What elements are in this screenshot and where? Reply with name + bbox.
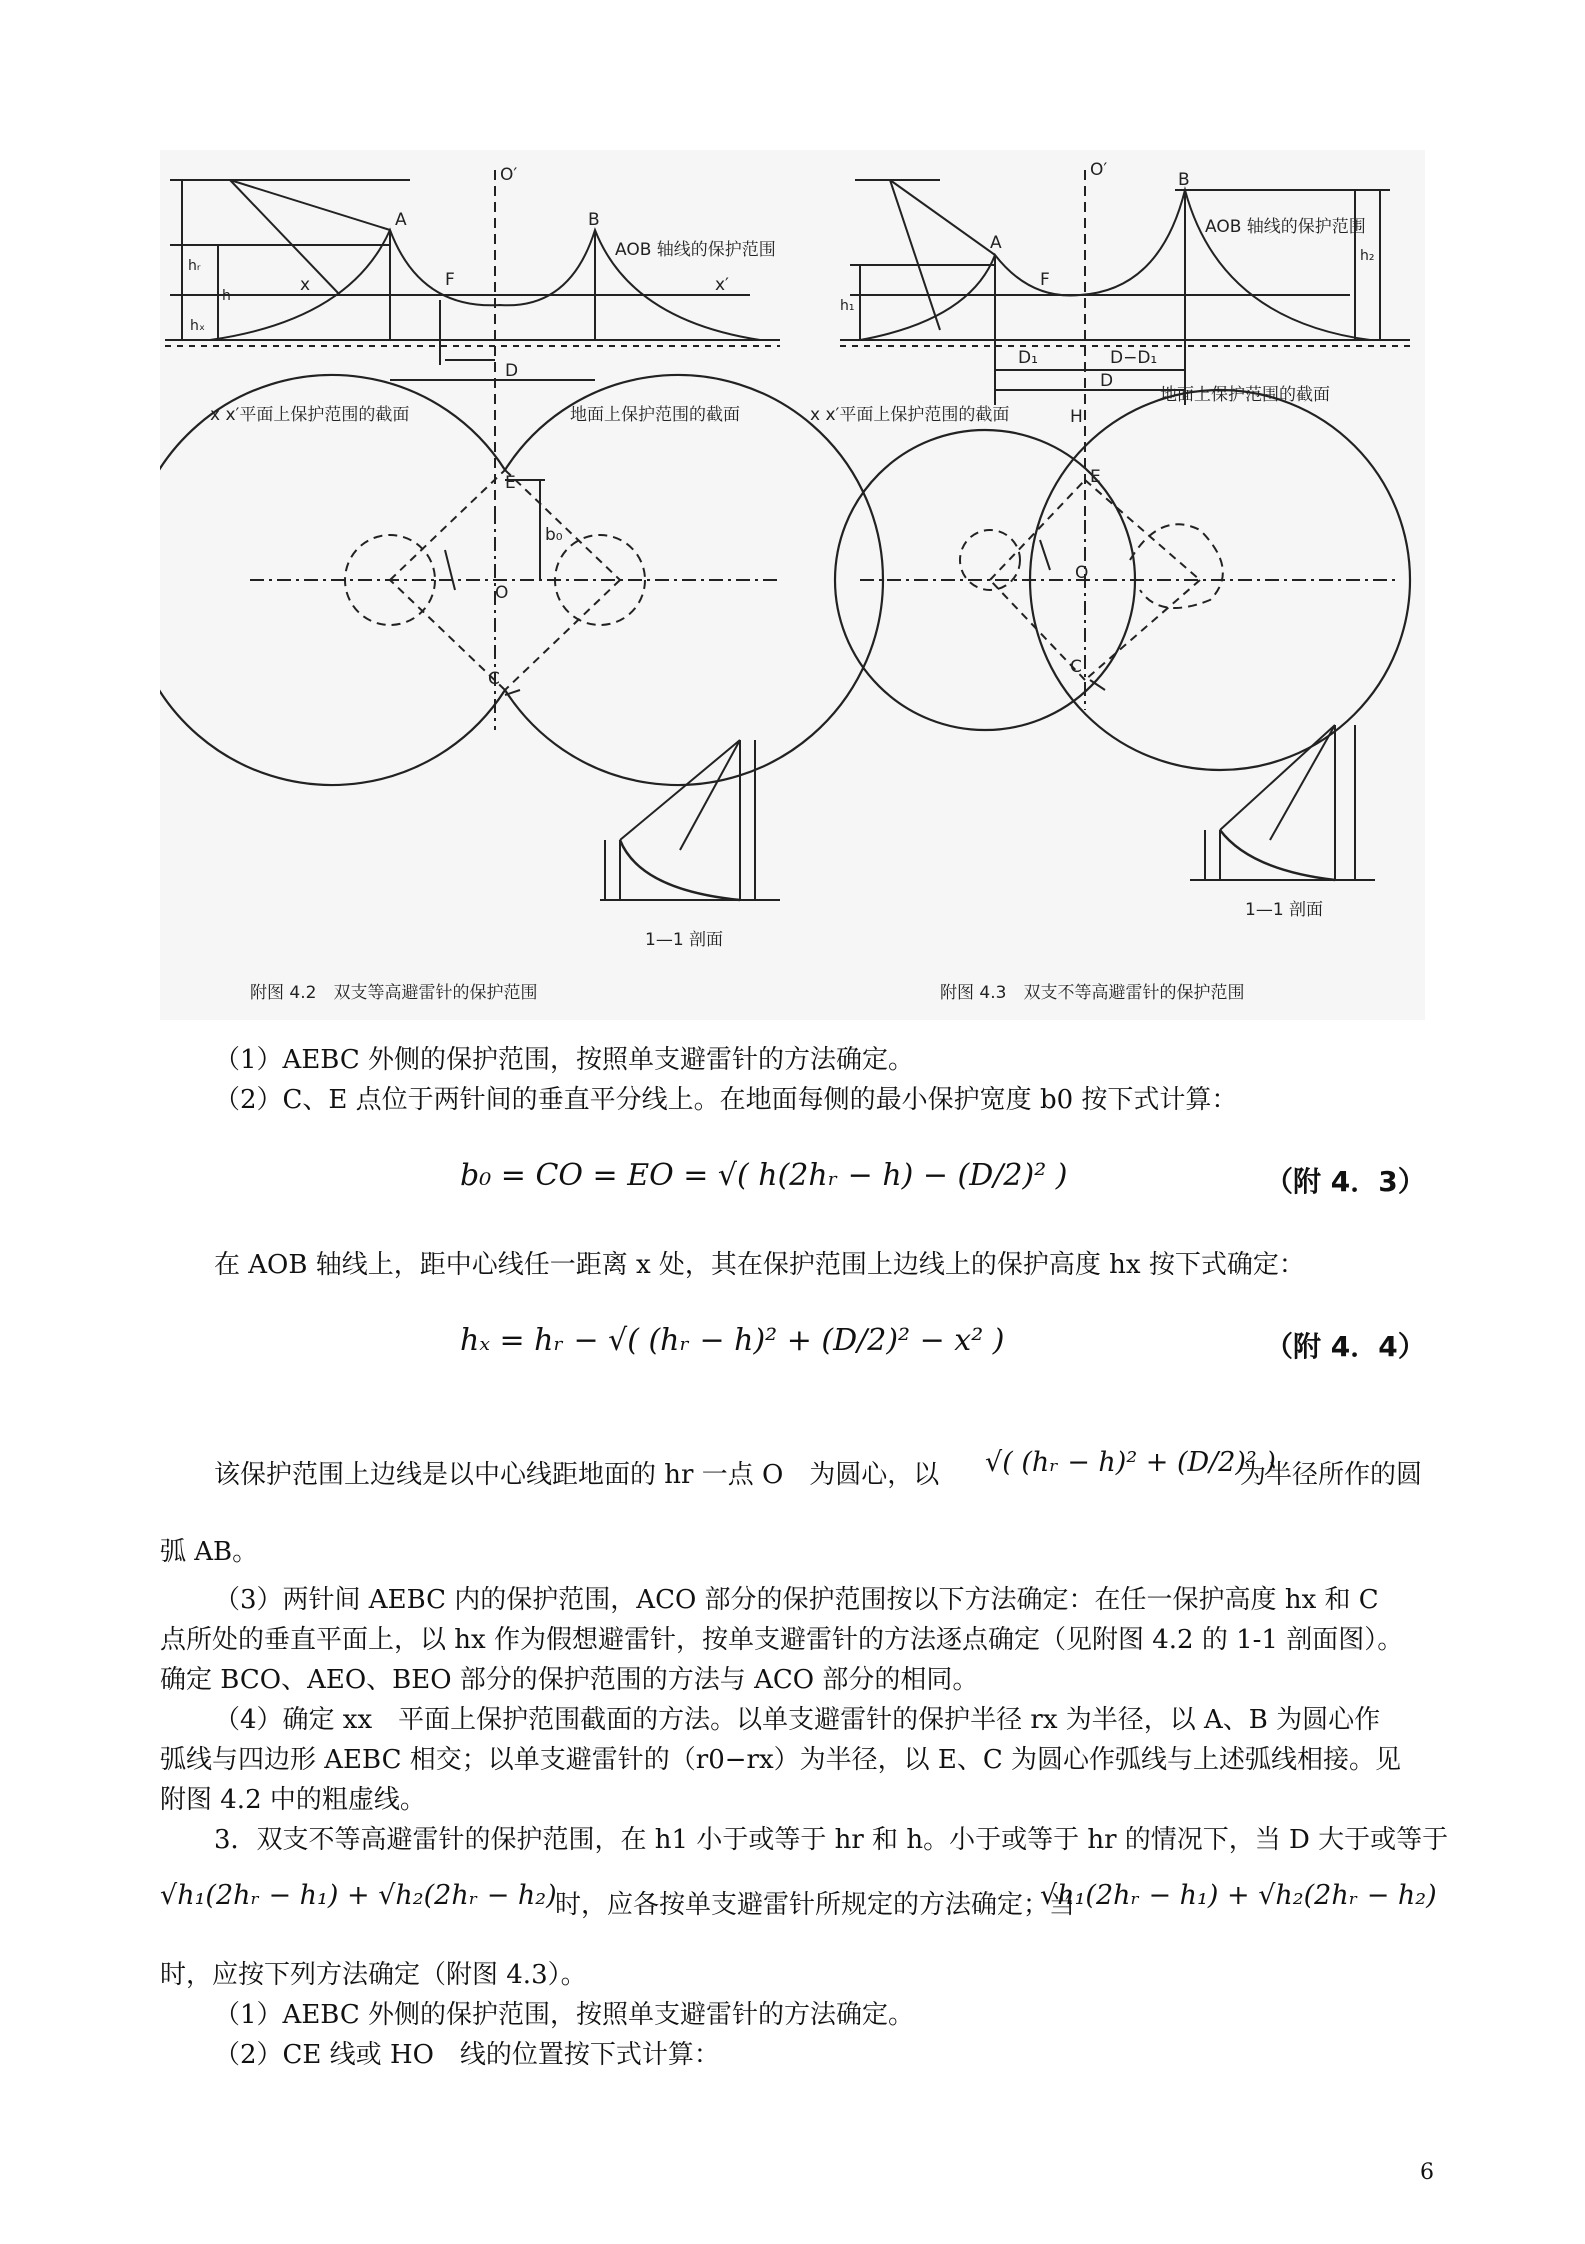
left-label-e: E	[505, 473, 516, 493]
left-label-h: h	[222, 288, 231, 304]
page-number: 6	[1420, 2160, 1434, 2185]
left-label-o-prime: O′	[500, 165, 518, 185]
left-label-b0: b₀	[545, 525, 563, 545]
formula-4-4: hₓ = hᵣ − √( (hᵣ − h)² + (D/2)² − x² )	[460, 1323, 1005, 1358]
paragraph-p10: 弧线与四边形 AEBC 相交；以单支避雷针的（r0−rx）为半径，以 E、C 为圆心作弧线与上述弧线相接。见	[160, 1745, 1402, 1775]
paragraph-p11: 附图 4.2 中的粗虚线。	[160, 1785, 426, 1815]
formula-4-3: b₀ = CO = EO = √( h(2hᵣ − h) − (D/2)² )	[460, 1158, 1068, 1193]
right-label-c: C	[1070, 657, 1082, 677]
left-section-label: 1—1 剖面	[645, 930, 724, 950]
formula-sum-left: √h₁(2hᵣ − h₁) + √h₂(2hᵣ − h₂)	[160, 1880, 557, 1911]
formula-sum-right: √h₁(2hᵣ − h₁) + √h₂(2hᵣ − h₂)	[1040, 1880, 1437, 1911]
paragraph-p14: 时，应按下列方法确定（附图 4.3）。	[160, 1960, 587, 1990]
right-caption: 附图 4.3 双支不等高避雷针的保护范围	[940, 983, 1245, 1003]
left-xx-label: x x′平面上保护范围的截面	[210, 405, 410, 425]
right-label-d: D	[1100, 371, 1114, 391]
paragraph-p4a: 该保护范围上边线是以中心线距地面的 hr 一点 O 为圆心，以	[214, 1460, 940, 1490]
left-label-hx: hₓ	[190, 318, 206, 334]
left-label-f: F	[445, 270, 455, 290]
left-caption: 附图 4.2 双支等高避雷针的保护范围	[250, 983, 538, 1003]
lightning-rod-diagram	[160, 150, 1425, 1020]
right-label-h2: h₂	[1360, 248, 1375, 264]
paragraph-p12: 3．双支不等高避雷针的保护范围，在 h1 小于或等于 hr 和 h。小于或等于 hr 的情况下，当 D 大于或等于	[214, 1825, 1449, 1855]
paragraph-p5: 弧 AB。	[160, 1537, 259, 1567]
left-label-hr: hᵣ	[188, 258, 201, 274]
right-label-o-prime: O′	[1090, 160, 1108, 180]
left-label-x: x	[300, 275, 311, 295]
paragraph-p9: （4）确定 xx 平面上保护范围截面的方法。以单支避雷针的保护半径 rx 为半径，以 A、B 为圆心作	[214, 1705, 1381, 1735]
left-label-o: O	[495, 583, 509, 603]
equation-number-4-4: （附 4．4）	[1265, 1330, 1426, 1363]
right-section-label: 1—1 剖面	[1245, 900, 1324, 920]
right-aob-label: AOB 轴线的保护范围	[1205, 217, 1366, 237]
paragraph-p6: （3）两针间 AEBC 内的保护范围，ACO 部分的保护范围按以下方法确定：在任一保护高度 hx 和 C	[214, 1585, 1379, 1615]
right-ground-label: 地面上保护范围的截面	[1160, 385, 1330, 405]
left-label-b: B	[588, 210, 600, 230]
right-label-a: A	[990, 233, 1002, 253]
right-label-d1: D₁	[1018, 348, 1038, 368]
right-label-d-minus-d1: D−D₁	[1110, 348, 1158, 368]
figure-panel	[160, 150, 1425, 1020]
paragraph-p15: （1）AEBC 外侧的保护范围，按照单支避雷针的方法确定。	[214, 2000, 915, 2030]
right-label-e: E	[1090, 467, 1101, 487]
formula-radius: √( (hᵣ − h)² + (D/2)² )	[985, 1447, 1276, 1478]
paragraph-p1: （1）AEBC 外侧的保护范围，按照单支避雷针的方法确定。	[214, 1045, 915, 1075]
paragraph-p4b: 为半径所作的圆	[1240, 1460, 1423, 1490]
left-label-x-prime: x′	[715, 275, 729, 295]
right-label-f: F	[1040, 270, 1050, 290]
paragraph-p2: （2）C、E 点位于两针间的垂直平分线上。在地面每侧的最小保护宽度 b0 按下式计算：	[214, 1085, 1238, 1115]
right-label-h: H	[1070, 407, 1083, 427]
left-label-d: D	[505, 361, 519, 381]
left-ground-label: 地面上保护范围的截面	[570, 405, 740, 425]
paragraph-p3: 在 AOB 轴线上，距中心线任一距离 x 处，其在保护范围上边线上的保护高度 hx 按下式确定：	[214, 1250, 1305, 1280]
left-label-a: A	[395, 210, 407, 230]
right-xx-label: x x′平面上保护范围的截面	[810, 405, 1010, 425]
left-label-c: C	[488, 669, 500, 689]
right-label-b: B	[1178, 170, 1190, 190]
paragraph-p13b: 时，应各按单支避雷针所规定的方法确定；当	[555, 1890, 1076, 1920]
paragraph-p7: 点所处的垂直平面上，以 hx 作为假想避雷针，按单支避雷针的方法逐点确定（见附图 4.2 的 1-1 剖面图）。	[160, 1625, 1404, 1655]
paragraph-p8: 确定 BCO、AEO、BEO 部分的保护范围的方法与 ACO 部分的相同。	[160, 1665, 979, 1695]
left-aob-label: AOB 轴线的保护范围	[615, 240, 776, 260]
equation-number-4-3: （附 4．3）	[1265, 1165, 1426, 1198]
right-label-o: O	[1075, 563, 1089, 583]
right-label-h1: h₁	[840, 298, 855, 314]
paragraph-p16: （2）CE 线或 HO 线的位置按下式计算：	[214, 2040, 720, 2070]
